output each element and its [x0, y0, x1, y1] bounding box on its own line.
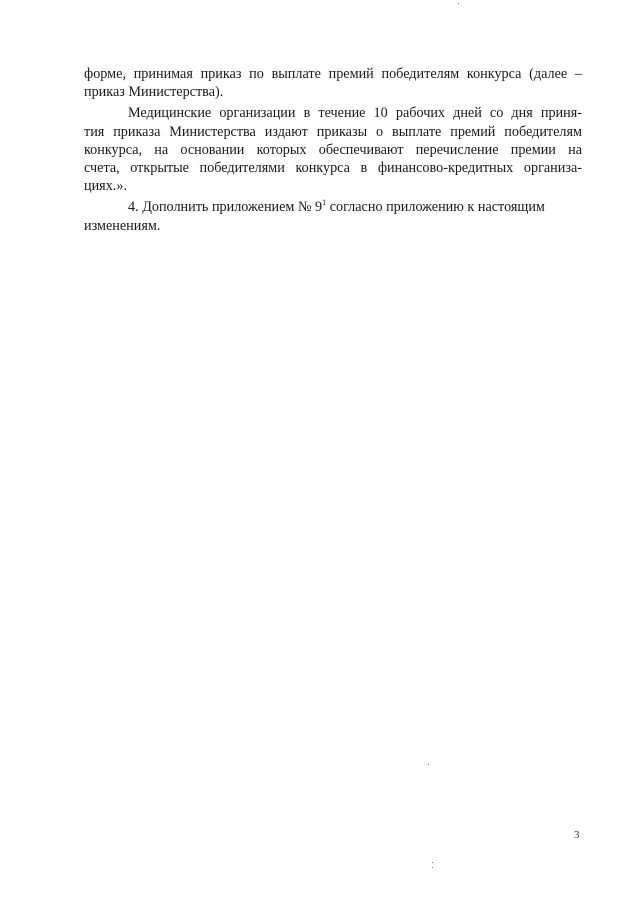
page-number: 3 — [574, 829, 580, 841]
paragraph-2-line-2: тия приказа Министерства издают приказы о выплате премий победителям — [84, 123, 582, 140]
paragraph-2-line-1: Медицинские организации в течение 10 рабочих дней со дня приня- — [128, 105, 582, 122]
scan-speck — [458, 3, 459, 4]
document-body — [84, 65, 582, 235]
paragraph-1-line-2: приказ Министерства). — [84, 84, 224, 101]
paragraph-3-text-before: 4. Дополнить приложением № 9 — [128, 199, 323, 216]
paragraph-2-line-4: счета, открытые победителями конкурса в финансово-кредитных организа- — [84, 160, 582, 177]
superscript-number: 1 — [322, 198, 327, 208]
scan-speck — [432, 862, 433, 863]
paragraph-3-text-after: согласно приложению к настоящим — [326, 199, 545, 216]
paragraph-1-line-1: форме, принимая приказ по выплате премий победителям конкурса (далее – — [84, 66, 582, 82]
scan-speck — [428, 764, 429, 765]
paragraph-2-line-3: конкурса, на основании которых обеспечивают перечисление премии на — [84, 141, 582, 158]
paragraph-3-line-2: изменениям. — [84, 217, 161, 234]
scan-speck — [432, 867, 433, 868]
paragraph-3-line-1 — [84, 198, 582, 216]
paragraph-2-line-5: циях.». — [84, 178, 127, 195]
